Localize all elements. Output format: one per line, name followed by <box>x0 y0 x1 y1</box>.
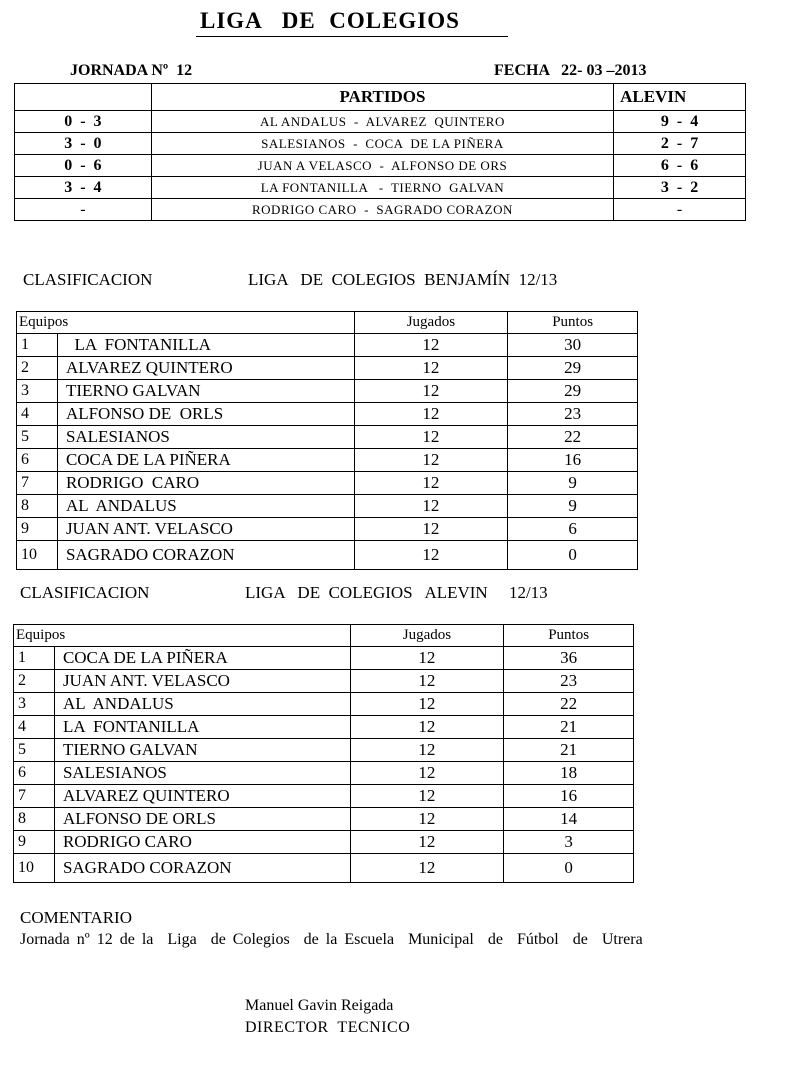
standings-row <box>14 670 634 693</box>
match-teams: AL ANDALUS - ALVAREZ QUINTERO <box>151 111 613 133</box>
team-name: SAGRADO CORAZON <box>54 854 350 883</box>
position: 6 <box>17 449 58 472</box>
benjamin-section-label: CLASIFICACION <box>23 270 153 289</box>
played-count: 12 <box>354 334 508 357</box>
alevin-score: 9 - 4 <box>614 111 746 133</box>
result-row <box>15 199 746 221</box>
equipos-header: Equipos <box>14 625 351 647</box>
signature-role: DIRECTOR TECNICO <box>245 1019 411 1036</box>
alevin-score: 6 - 6 <box>614 155 746 177</box>
team-name: AL ANDALUS <box>57 495 354 518</box>
position: 1 <box>17 334 58 357</box>
result-row <box>15 177 746 199</box>
points-count: 30 <box>508 334 638 357</box>
jugados-header: Jugados <box>350 625 504 647</box>
match-teams: SALESIANOS - COCA DE LA PIÑERA <box>151 133 613 155</box>
page-title: LIGA DE COLEGIOS <box>200 8 460 33</box>
played-count: 12 <box>354 541 508 570</box>
points-count: 9 <box>508 472 638 495</box>
team-name: COCA DE LA PIÑERA <box>57 449 354 472</box>
points-count: 22 <box>504 693 634 716</box>
position: 10 <box>14 854 55 883</box>
played-count: 12 <box>350 785 504 808</box>
standings-row <box>17 380 638 403</box>
position: 3 <box>14 693 55 716</box>
position: 1 <box>14 647 55 670</box>
position: 4 <box>17 403 58 426</box>
standings-row <box>17 472 638 495</box>
position: 7 <box>14 785 55 808</box>
points-count: 36 <box>504 647 634 670</box>
played-count: 12 <box>350 670 504 693</box>
equipos-header: Equipos <box>17 312 355 334</box>
result-row <box>15 155 746 177</box>
position: 5 <box>17 426 58 449</box>
played-count: 12 <box>350 716 504 739</box>
team-name: SALESIANOS <box>57 426 354 449</box>
position: 4 <box>14 716 55 739</box>
position: 9 <box>17 518 58 541</box>
position: 8 <box>17 495 58 518</box>
played-count: 12 <box>350 831 504 854</box>
position: 3 <box>17 380 58 403</box>
standings-row <box>14 785 634 808</box>
comment-text: Jornada nº 12 de la Liga de Colegios de la Escuela Municipal de Fútbol de Utrera <box>20 931 643 948</box>
results-table <box>14 83 746 221</box>
standings-row <box>14 854 634 883</box>
result-row <box>15 133 746 155</box>
played-count: 12 <box>350 739 504 762</box>
standings-row <box>17 403 638 426</box>
partidos-header: PARTIDOS <box>151 84 613 111</box>
alevin-score: 3 - 2 <box>614 177 746 199</box>
standings-row <box>14 647 634 670</box>
alevin-header: ALEVIN <box>614 84 746 111</box>
alevin-section-label: CLASIFICACION <box>20 583 150 602</box>
standings-row <box>17 449 638 472</box>
position: 8 <box>14 808 55 831</box>
team-name: COCA DE LA PIÑERA <box>54 647 350 670</box>
benjamin-standings-table <box>16 311 638 570</box>
team-name: ALFONSO DE ORLS <box>57 403 354 426</box>
jornada-label: JORNADA Nº 12 <box>70 62 193 79</box>
signature-name: Manuel Gavin Reigada <box>245 997 394 1014</box>
match-teams: RODRIGO CARO - SAGRADO CORAZON <box>151 199 613 221</box>
played-count: 12 <box>350 762 504 785</box>
title-underline <box>196 36 508 37</box>
benjamin-score: 3 - 0 <box>15 133 152 155</box>
standings-row <box>14 716 634 739</box>
team-name: TIERNO GALVAN <box>54 739 350 762</box>
benjamin-score: 0 - 6 <box>15 155 152 177</box>
results-header-row <box>15 84 746 111</box>
team-name: ALFONSO DE ORLS <box>54 808 350 831</box>
points-count: 0 <box>508 541 638 570</box>
position: 7 <box>17 472 58 495</box>
jugados-header: Jugados <box>354 312 508 334</box>
standings-header-row <box>14 625 634 647</box>
played-count: 12 <box>354 426 508 449</box>
points-count: 9 <box>508 495 638 518</box>
match-teams: LA FONTANILLA - TIERNO GALVAN <box>151 177 613 199</box>
alevin-section-title: LIGA DE COLEGIOS ALEVIN 12/13 <box>245 583 548 602</box>
team-name: LA FONTANILLA <box>57 334 354 357</box>
team-name: ALVAREZ QUINTERO <box>54 785 350 808</box>
team-name: RODRIGO CARO <box>54 831 350 854</box>
team-name: SALESIANOS <box>54 762 350 785</box>
points-count: 16 <box>504 785 634 808</box>
standings-row <box>14 831 634 854</box>
points-count: 29 <box>508 357 638 380</box>
played-count: 12 <box>354 495 508 518</box>
position: 6 <box>14 762 55 785</box>
comment-title: COMENTARIO <box>20 908 132 927</box>
team-name: RODRIGO CARO <box>57 472 354 495</box>
team-name: JUAN ANT. VELASCO <box>57 518 354 541</box>
points-count: 14 <box>504 808 634 831</box>
played-count: 12 <box>354 403 508 426</box>
alevin-standings-table <box>13 624 634 883</box>
points-count: 3 <box>504 831 634 854</box>
played-count: 12 <box>350 693 504 716</box>
standings-row <box>17 357 638 380</box>
benjamin-score: 3 - 4 <box>15 177 152 199</box>
position: 5 <box>14 739 55 762</box>
points-count: 21 <box>504 739 634 762</box>
played-count: 12 <box>354 472 508 495</box>
played-count: 12 <box>354 449 508 472</box>
played-count: 12 <box>354 380 508 403</box>
puntos-header: Puntos <box>504 625 634 647</box>
points-count: 6 <box>508 518 638 541</box>
match-teams: JUAN A VELASCO - ALFONSO DE ORS <box>151 155 613 177</box>
standings-row <box>14 762 634 785</box>
points-count: 22 <box>508 426 638 449</box>
points-count: 16 <box>508 449 638 472</box>
benjamin-score: 0 - 3 <box>15 111 152 133</box>
played-count: 12 <box>350 854 504 883</box>
played-count: 12 <box>354 518 508 541</box>
benjamin-section-title: LIGA DE COLEGIOS BENJAMÍN 12/13 <box>248 270 558 289</box>
position: 2 <box>14 670 55 693</box>
standings-row <box>17 518 638 541</box>
standings-header-row <box>17 312 638 334</box>
team-name: SAGRADO CORAZON <box>57 541 354 570</box>
played-count: 12 <box>350 808 504 831</box>
fecha-label: FECHA 22- 03 –2013 <box>494 62 647 79</box>
team-name: AL ANDALUS <box>54 693 350 716</box>
result-row <box>15 111 746 133</box>
points-count: 23 <box>504 670 634 693</box>
standings-row <box>17 541 638 570</box>
points-count: 29 <box>508 380 638 403</box>
standings-row <box>17 495 638 518</box>
points-count: 23 <box>508 403 638 426</box>
played-count: 12 <box>354 357 508 380</box>
results-header-blank <box>15 84 152 111</box>
points-count: 18 <box>504 762 634 785</box>
standings-row <box>14 693 634 716</box>
alevin-score: - <box>614 199 746 221</box>
points-count: 0 <box>504 854 634 883</box>
standings-row <box>17 334 638 357</box>
played-count: 12 <box>350 647 504 670</box>
standings-row <box>14 808 634 831</box>
position: 10 <box>17 541 58 570</box>
alevin-score: 2 - 7 <box>614 133 746 155</box>
team-name: JUAN ANT. VELASCO <box>54 670 350 693</box>
position: 2 <box>17 357 58 380</box>
standings-row <box>17 426 638 449</box>
standings-row <box>14 739 634 762</box>
team-name: ALVAREZ QUINTERO <box>57 357 354 380</box>
team-name: LA FONTANILLA <box>54 716 350 739</box>
points-count: 21 <box>504 716 634 739</box>
team-name: TIERNO GALVAN <box>57 380 354 403</box>
position: 9 <box>14 831 55 854</box>
benjamin-score: - <box>15 199 152 221</box>
puntos-header: Puntos <box>508 312 638 334</box>
